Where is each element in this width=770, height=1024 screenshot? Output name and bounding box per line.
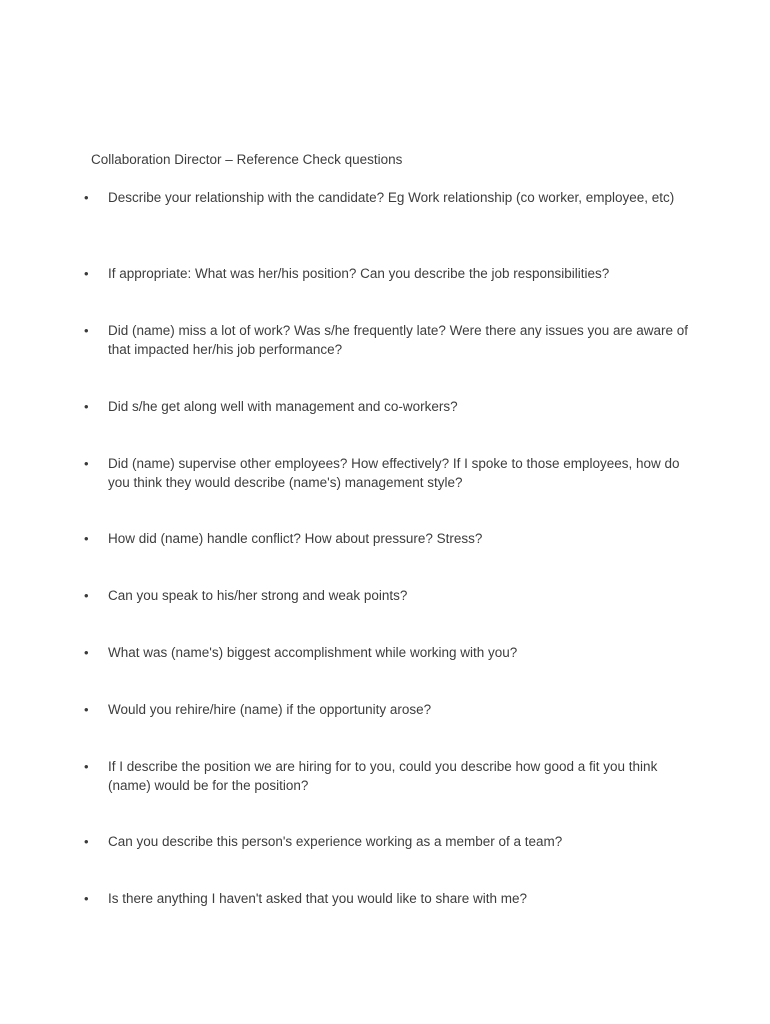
- question-text: Did (name) miss a lot of work? Was s/he frequently late? Were there any issues you are aware of that impacted her/his job performance?: [108, 323, 689, 357]
- bullet-icon: •: [84, 891, 89, 906]
- bullet-icon: •: [84, 323, 89, 338]
- question-text: Can you speak to his/her strong and weak points?: [108, 588, 408, 603]
- question-text: Can you describe this person's experience working as a member of a team?: [108, 834, 563, 849]
- bullet-icon: •: [84, 531, 89, 546]
- question-text: Is there anything I haven't asked that you would like to share with me?: [108, 891, 528, 906]
- document-title: Collaboration Director – Reference Check questions: [91, 152, 403, 167]
- question-text: Did s/he get along well with management and co-workers?: [108, 399, 458, 414]
- bullet-icon: •: [84, 588, 89, 603]
- question-text: Describe your relationship with the candidate? Eg Work relationship (co worker, employee, etc): [108, 190, 675, 205]
- question-text: If appropriate: What was her/his position? Can you describe the job responsibilities?: [108, 266, 610, 281]
- question-text: What was (name's) biggest accomplishment while working with you?: [108, 645, 518, 660]
- bullet-icon: •: [84, 190, 89, 205]
- question-text: Would you rehire/hire (name) if the opportunity arose?: [108, 702, 432, 717]
- bullet-icon: •: [84, 645, 89, 660]
- question-text: How did (name) handle conflict? How about pressure? Stress?: [108, 531, 483, 546]
- bullet-icon: •: [84, 834, 89, 849]
- bullet-icon: •: [84, 759, 89, 774]
- question-text: Did (name) supervise other employees? How effectively? If I spoke to those employees, how do you think they would describe (name's) management style?: [108, 456, 680, 490]
- bullet-icon: •: [84, 399, 89, 414]
- question-text: If I describe the position we are hiring for to you, could you describe how good a fit you think (name) would be for the position?: [108, 759, 658, 793]
- bullet-icon: •: [84, 702, 89, 717]
- bullet-icon: •: [84, 456, 89, 471]
- bullet-icon: •: [84, 266, 89, 281]
